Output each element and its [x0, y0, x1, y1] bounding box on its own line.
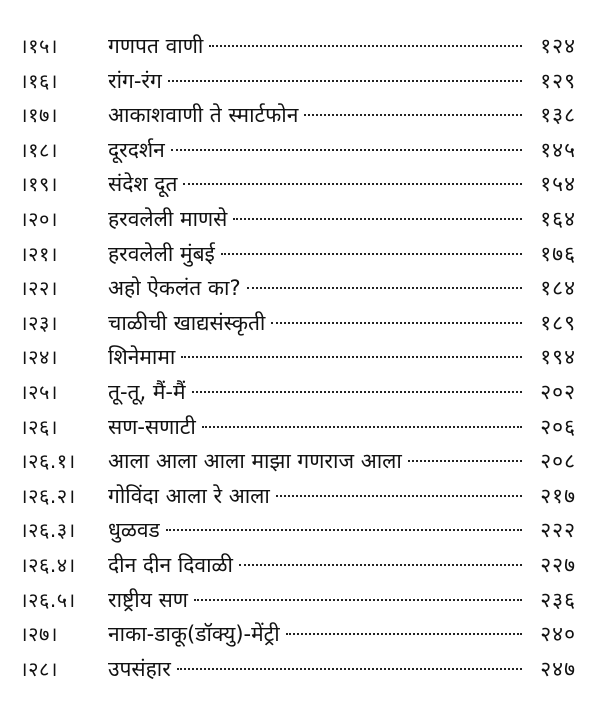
- entry-title: दूरदर्शन: [108, 137, 165, 162]
- toc-entry: [20, 410, 576, 445]
- page-number: १९४: [540, 345, 576, 370]
- dot-leader: [209, 44, 522, 47]
- toc-entry: [20, 167, 576, 202]
- dot-leader: [239, 563, 522, 566]
- entry-title: नाका-डाकू(डॉक्यु)-मेंट्री: [108, 622, 280, 647]
- dot-leader: [247, 286, 522, 289]
- entry-title: संदेश दूत: [108, 172, 178, 197]
- toc-entry: [20, 617, 576, 652]
- page-number: २४७: [540, 656, 576, 681]
- page-number: २१७: [540, 483, 576, 508]
- entry-number: ।२१।: [20, 241, 58, 266]
- entry-number: ।२६.२।: [20, 483, 76, 508]
- entry-number: ।२३।: [20, 310, 58, 335]
- dot-leader: [171, 148, 522, 151]
- toc-entry: [20, 548, 576, 583]
- page-number: १५४: [540, 172, 576, 197]
- dot-leader: [271, 321, 522, 324]
- entry-number: ।२७।: [20, 622, 58, 647]
- page-number: २२२: [540, 518, 576, 543]
- entry-number: ।१७।: [20, 103, 58, 128]
- toc-entry: [20, 271, 576, 306]
- entry-number: ।२५।: [20, 379, 58, 404]
- dot-leader: [183, 182, 522, 185]
- dot-leader: [177, 667, 522, 670]
- entry-title: दीन दीन दिवाळी: [108, 552, 233, 577]
- page-number: १८४: [540, 276, 576, 301]
- entry-title: धुळवड: [108, 518, 160, 543]
- entry-number: ।२६.४।: [20, 552, 76, 577]
- dot-leader: [181, 355, 522, 358]
- page-number: २३६: [540, 587, 576, 612]
- toc-entry: [20, 444, 576, 479]
- toc-entry: [20, 98, 576, 133]
- page-number: १७६: [540, 241, 576, 266]
- entry-title: हरवलेली माणसे: [108, 206, 228, 231]
- entry-title: गणपत वाणी: [108, 34, 204, 58]
- entry-number: ।२६.३।: [20, 518, 76, 543]
- toc-entry: [20, 306, 576, 341]
- toc-entry: [20, 652, 576, 687]
- dot-leader: [192, 390, 522, 393]
- page-number: २०६: [540, 414, 576, 439]
- dot-leader: [202, 425, 522, 428]
- entry-number: ।१९।: [20, 172, 58, 197]
- entry-number: ।१५।: [20, 34, 58, 58]
- dot-leader: [408, 459, 522, 462]
- page-number: १८९: [540, 310, 576, 335]
- toc-entry: [20, 133, 576, 168]
- dot-leader: [233, 217, 522, 220]
- entry-number: ।१८।: [20, 137, 58, 162]
- page-number: २०२: [540, 379, 576, 404]
- toc-entry: [20, 202, 576, 237]
- entry-number: ।२६.५।: [20, 587, 76, 612]
- entry-number: ।२६.१।: [20, 449, 76, 474]
- page-number: २२७: [540, 552, 576, 577]
- dot-leader: [276, 494, 522, 497]
- toc-entry: [20, 237, 576, 272]
- toc-entry: [20, 375, 576, 410]
- entry-number: ।१६।: [20, 68, 58, 93]
- page-number: २०८: [540, 449, 576, 474]
- page-number: १४५: [540, 137, 576, 162]
- entry-number: ।२४।: [20, 345, 58, 370]
- entry-title: उपसंहार: [108, 656, 171, 681]
- entry-title: आकाशवाणी ते स्मार्टफोन: [108, 103, 299, 128]
- toc-entry: [20, 29, 576, 64]
- entry-number: ।२८।: [20, 656, 58, 681]
- dot-leader: [168, 79, 522, 82]
- dot-leader: [194, 598, 522, 601]
- entry-title: रांग-रंग: [108, 68, 162, 93]
- entry-number: ।२२।: [20, 276, 58, 301]
- page-number: १२४: [540, 34, 576, 58]
- toc-entry: [20, 513, 576, 548]
- toc-entry: [20, 64, 576, 99]
- table-of-contents: [20, 29, 576, 686]
- dot-leader: [304, 113, 522, 116]
- entry-title: शिनेमामा: [108, 345, 176, 370]
- page-number: १३८: [540, 103, 576, 128]
- page-number: २४०: [540, 622, 576, 647]
- dot-leader: [166, 528, 522, 531]
- toc-entry: [20, 340, 576, 375]
- entry-title: आला आला आला माझा गणराज आला: [108, 449, 402, 474]
- entry-title: तू-तू, मैं-मैं: [108, 379, 186, 404]
- entry-title: हरवलेली मुंबई: [108, 241, 215, 266]
- entry-title: गोविंदा आला रे आला: [108, 483, 270, 508]
- page-number: १६४: [540, 206, 576, 231]
- page-number: १२९: [540, 68, 576, 93]
- entry-number: ।२६।: [20, 414, 58, 439]
- dot-leader: [221, 252, 522, 255]
- dot-leader: [286, 632, 522, 635]
- entry-title: राष्ट्रीय सण: [108, 587, 188, 612]
- toc-entry: [20, 583, 576, 618]
- entry-title: अहो ऐकलंत का?: [108, 276, 241, 301]
- entry-title: सण-सणाटी: [108, 414, 196, 439]
- entry-title: चाळीची खाद्यसंस्कृती: [108, 310, 266, 335]
- toc-entry: [20, 479, 576, 514]
- entry-number: ।२०।: [20, 206, 58, 231]
